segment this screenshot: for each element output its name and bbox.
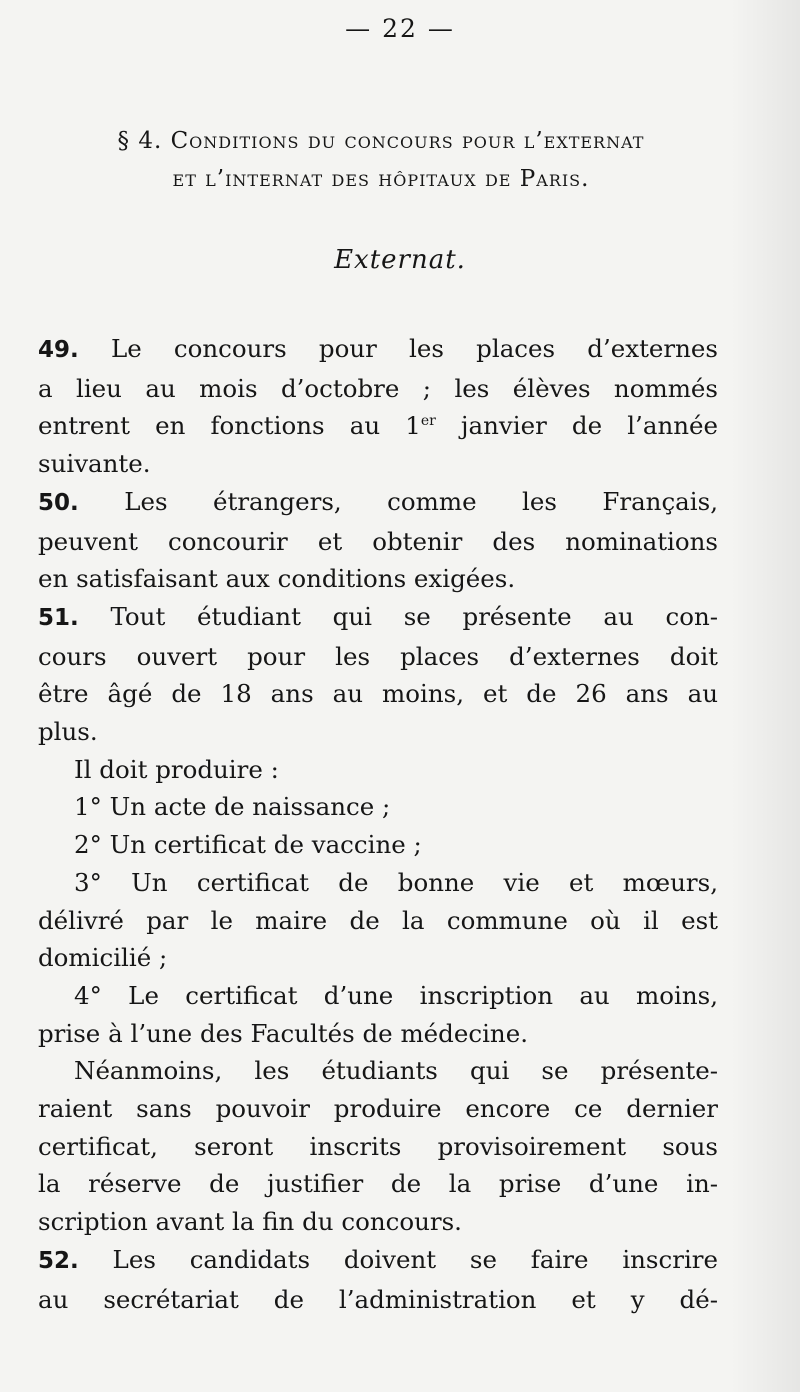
- text-line: domicilié ;: [38, 943, 168, 973]
- body-text: [38, 330, 718, 1318]
- text-line: a lieu au mois d’octobre ; les élèves nommés: [38, 373, 718, 403]
- article-number: 49.: [38, 337, 79, 363]
- text-line: plus.: [38, 717, 98, 747]
- list-item-3: 3° Un certificat de bonne vie et mœurs,: [74, 867, 718, 897]
- article-number: 50.: [38, 489, 79, 516]
- text-line: raient sans pouvoir produire encore ce dernier: [38, 1094, 718, 1124]
- list-item-2: 2° Un certificat de vaccine ;: [74, 830, 422, 860]
- text-line: au secrétariat de l’administration et y dé-: [38, 1284, 718, 1314]
- text-line: cours ouvert pour les places d’externes doit: [38, 641, 718, 671]
- text-line: entrent en fonctions au 1er janvier de l’année: [38, 411, 719, 441]
- text-line: Néanmoins, les étudiants qui se présente-: [74, 1056, 718, 1086]
- text-line: suivante.: [38, 449, 151, 479]
- text-line: 52. Les candidats doivent se faire inscrire: [38, 1244, 718, 1274]
- superscript: er: [420, 413, 436, 430]
- text-line: prise à l’une des Facultés de médecine.: [38, 1018, 528, 1048]
- text-line: délivré par le maire de la commune où il est: [38, 905, 718, 935]
- page-number: — 22 —: [345, 14, 455, 43]
- subheading-externat: Externat.: [334, 245, 466, 275]
- text-line: 50. Les étrangers, comme les Français,: [38, 486, 718, 516]
- text-line: peuvent concourir et obtenir des nominations: [38, 526, 718, 556]
- article-number: 52.: [38, 1247, 79, 1274]
- text-line: 51. Tout étudiant qui se présente au con-: [38, 601, 718, 631]
- text-line: Il doit produire :: [74, 754, 279, 784]
- list-item-4: 4° Le certificat d’une inscription au moins,: [74, 980, 718, 1010]
- section-heading: [36, 122, 726, 198]
- text-line: scription avant la fin du concours.: [38, 1207, 462, 1237]
- list-item-1: 1° Un acte de naissance ;: [74, 792, 391, 822]
- text-line: certificat, seront inscrits provisoirement sous: [38, 1131, 718, 1161]
- section-heading-line-1: § 4. Conditions du concours pour l’externat: [117, 128, 645, 154]
- text-line: 49. Le concours pour les places d’externes: [38, 334, 718, 363]
- text-line: être âgé de 18 ans au moins, et de 26 ans au: [38, 679, 718, 709]
- article-number: 51.: [38, 604, 79, 631]
- text-line: la réserve de justifier de la prise d’une in-: [38, 1169, 718, 1199]
- text-line: en satisfaisant aux conditions exigées.: [38, 564, 516, 594]
- section-heading-line-2: et l’internat des hôpitaux de Paris.: [172, 166, 590, 192]
